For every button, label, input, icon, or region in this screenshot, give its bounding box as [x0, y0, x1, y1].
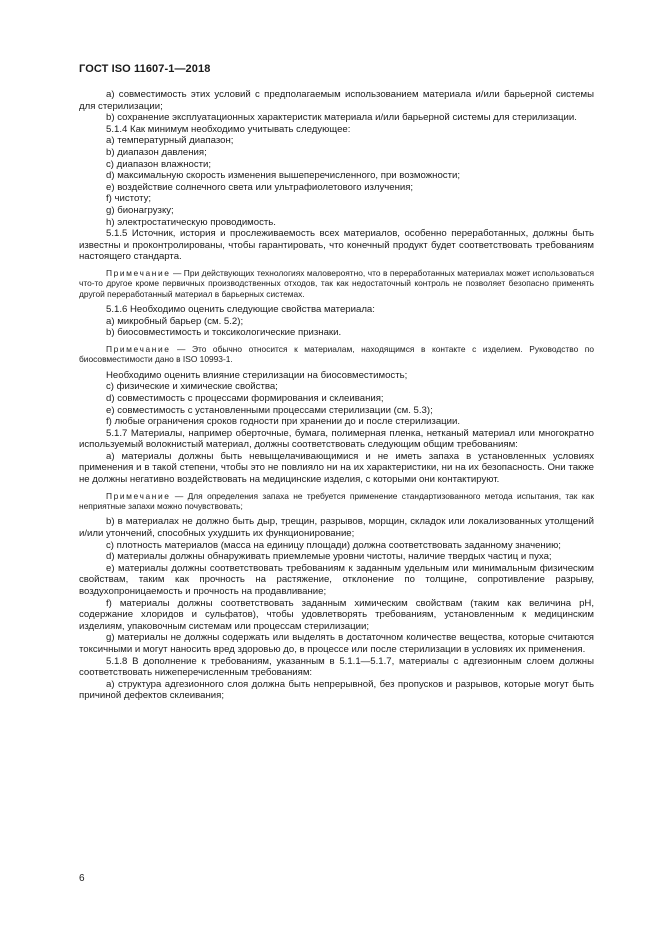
text-paragraph: a) температурный диапазон; — [106, 135, 234, 147]
note-text: — Это обычно относится к материалам, находящимся в контакте с изделием. Руководство по биосовместимости дано в ISO 10993-1. — [79, 343, 594, 365]
note-paragraph — [79, 344, 594, 365]
note-label: Примечание — [106, 267, 171, 278]
text-paragraph: a) материалы должны быть невыщелачивающимися и не иметь запаха в установленных условиях применения и в такой степени, чтобы это не повлияло ни на их характеристики, ни на их безопасность. Они также не должны негативно воздействовать на медицинские изделия, с которыми они контактируют. — [79, 450, 594, 486]
text-paragraph: g) материалы не должны содержать или выделять в достаточном количестве вещества, которые считаются токсичными и могут наносить вред здоровью до, в процессе или после стерилизации в условиях их применения. — [79, 632, 594, 655]
text-paragraph: f) материалы должны соответствовать заданным химическим свойствам (таким как величина pH, содержание хлоридов и сульфатов), чтобы удовлетворять требованиям, установленным к медицинским изделиям, упаковочным системам или процессам стерилизации; — [79, 597, 594, 632]
text-paragraph: b) в материалах не должно быть дыр, трещин, разрывов, морщин, складок или локализованных утолщений и/или утончений, способных ухудшить их функционирование; — [79, 516, 594, 540]
document-header: ГОСТ ISO 11607-1—2018 — [79, 63, 211, 75]
text-paragraph: 5.1.6 Необходимо оценить следующие свойства материала: — [106, 304, 375, 316]
text-paragraph: d) материалы должны обнаруживать приемлемые уровни чистоты, наличие твердых частиц и пуха; — [106, 551, 552, 563]
text-paragraph: b) биосовместимость и токсикологические признаки. — [106, 327, 342, 339]
text-paragraph: d) совместимость с процессами формирования и склеивания; — [106, 392, 384, 404]
text-paragraph: f) чистоту; — [106, 193, 152, 205]
document-body — [79, 89, 594, 702]
note-text: — Для определения запаха не требуется применение стандартизованного метода испытания, так как неприятные запахи можно почувствовать; — [79, 490, 594, 512]
note-paragraph — [79, 491, 594, 512]
text-paragraph: f) любые ограничения сроков годности при хранении до и после стерилизации. — [106, 416, 461, 428]
note-text: — При действующих технологиях маловероятно, что в переработанных материалах может использоваться что-то другое кроме первичных производственных отходов, так как недостаточный контроль не позволяет безопасно применять другой переработанный материал в барьерных системах. — [79, 267, 594, 299]
text-paragraph: 5.1.4 Как минимум необходимо учитывать следующее: — [106, 123, 351, 135]
text-paragraph: c) физические и химические свойства; — [106, 381, 278, 393]
text-paragraph: d) максимальную скорость изменения вышеперечисленного, при возможности; — [106, 170, 461, 182]
text-paragraph: 5.1.5 Источник, история и прослеживаемость всех материалов, особенно переработанных, должны быть известны и проконтролированы, чтобы гарантировать, что конечный продукт будет соответствовать требованиям настоящего стандарта. — [79, 228, 594, 263]
text-paragraph: b) сохранение эксплуатационных характеристик материала и/или барьерной системы для стерилизации. — [106, 112, 577, 124]
text-paragraph: c) плотность материалов (масса на единицу площади) должна соответствовать заданному значению; — [106, 539, 561, 551]
text-paragraph: 5.1.7 Материалы, например оберточные, бумага, полимерная пленка, нетканый материал или многократно используемый волокнистый материал, должны соответствовать следующим общим требованиям: — [79, 427, 594, 451]
text-paragraph: e) воздействие солнечного света или ультрафиолетового излучения; — [106, 181, 414, 193]
text-paragraph: e) совместимость с установленными процессами стерилизации (см. 5.3); — [106, 404, 433, 416]
text-paragraph: Необходимо оценить влияние стерилизации на биосовместимость; — [106, 369, 408, 381]
text-paragraph: a) совместимость этих условий с предполагаемым использованием материала и/или барьерной системы для стерилизации; — [79, 89, 594, 112]
page-number: 6 — [79, 873, 85, 884]
text-paragraph: h) электростатическую проводимость. — [106, 216, 276, 228]
note-label: Примечание — [106, 490, 171, 501]
text-paragraph: b) диапазон давления; — [106, 146, 207, 158]
text-paragraph: g) бионагрузку; — [106, 204, 174, 216]
text-paragraph: a) микробный барьер (см. 5.2); — [106, 315, 244, 327]
text-paragraph: a) структура адгезионного слоя должна быть непрерывной, без пропусков и разрывов, которые могут быть причиной дефектов склеивания; — [79, 678, 594, 702]
text-paragraph: c) диапазон влажности; — [106, 158, 212, 170]
text-paragraph: 5.1.8 В дополнение к требованиям, указанным в 5.1.1—5.1.7, материалы с адгезионным слоем должны соответствовать нижеперечисленным требованиям: — [79, 655, 594, 679]
note-label: Примечание — [106, 343, 171, 354]
note-paragraph — [79, 268, 594, 299]
text-paragraph: e) материалы должны соответствовать требованиям к заданным удельным или минимальным физическим свойствам, таким как прочность на растяжение, отклонение по толщине, сопротивление разрыву, воздухопроницаемость и прочность на продавливание; — [79, 562, 594, 598]
